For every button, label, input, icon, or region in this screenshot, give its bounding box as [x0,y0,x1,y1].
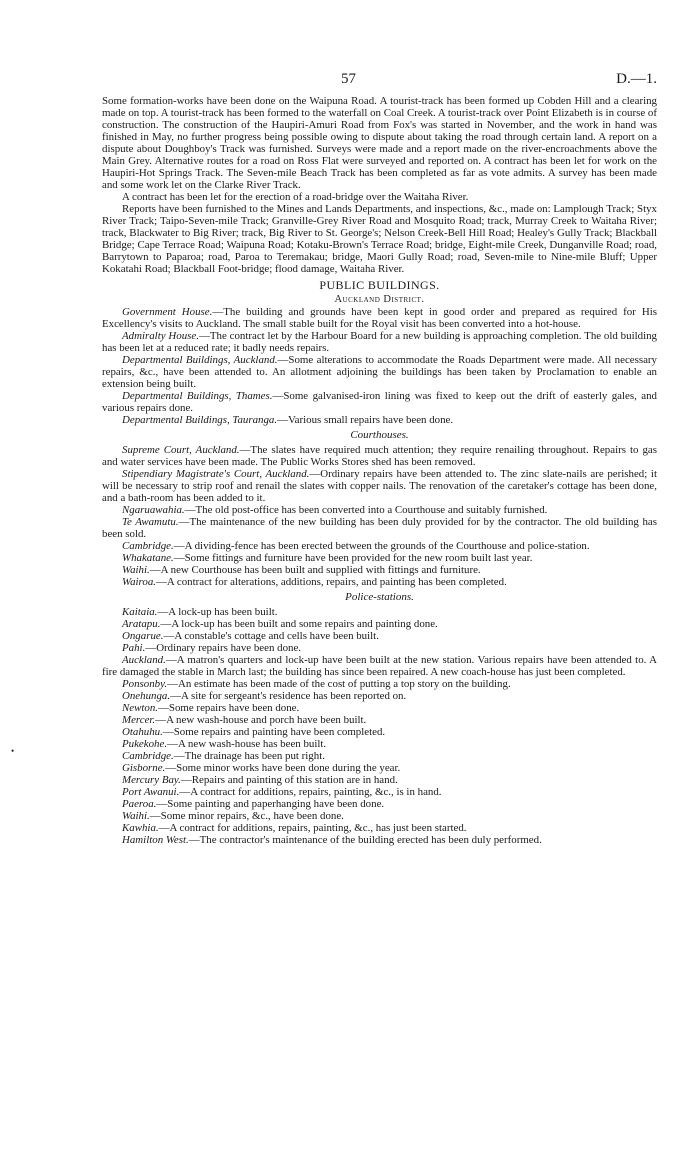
entry-text: —The drainage has been put right. [173,750,325,762]
police-station-entry [102,618,657,630]
entry-text: —A matron's quarters and lock-up have been built at the new station. Various repairs have been attended to. A fire damaged the stable in March last; the building has since been repaired. A new coach-house has just been completed. [102,654,657,678]
entry-text: —Some minor repairs, &c., have been done. [149,810,344,822]
entry-heading: Otahuhu. [122,726,163,738]
entry-heading: Aratapu. [122,618,161,630]
courthouse-entry [102,552,657,564]
entry-heading: Supreme Court, Auckland. [122,444,240,456]
police-station-entry [102,630,657,642]
entry-heading: Auckland. [122,654,166,666]
police-station-entry [102,762,657,774]
page-header [102,0,657,95]
entry-text: —The contract let by the Harbour Board for a new building is approaching completion. The old building has been let at a reduced rate; it badly needs repairs. [102,330,657,354]
district-title: Auckland District. [334,294,425,305]
entry-heading: Gisborne. [122,762,166,774]
entry-text: —A contract for additions, repairs, painting, &c., has just been started. [158,822,467,834]
police-station-entry [102,726,657,738]
entry-heading: Admiralty House. [122,330,199,342]
entry-text: —The old post-office has been converted into a Courthouse and suitably furnished. [184,504,548,516]
page-number: 57 [341,71,356,87]
entry-heading: Kawhia. [122,822,159,834]
entry-heading: Ongarue. [122,630,164,642]
police-station-entry [102,702,657,714]
margin-mark: • [11,746,15,756]
paragraph-waitaha-bridge: A contract has been let for the erection of a road-bridge over the Waitaha River. [122,191,469,203]
entry-text: —A new Courthouse has been built and supplied with fittings and furniture. [149,564,481,576]
entry-heading: Cambridge. [122,540,174,552]
courthouse-entry [102,504,657,516]
police-stations-list [102,606,657,846]
entry-text: —Some repairs have been done. [158,702,300,714]
entry-text: —A contract for additions, repairs, painting, &c., is in hand. [179,786,442,798]
entry-heading: Pukekohe. [122,738,168,750]
police-station-entry [102,786,657,798]
police-station-entry [102,642,657,654]
entry-heading: Ponsonby. [122,678,168,690]
paragraph-formation-works: Some formation-works have been done on the Waipuna Road. A tourist-track has been formed up Cobden Hill and a clearing made on top. A tourist-track has been formed to the waterfall on Coal Creek. A tourist-track over Point Elizabeth is in course of construction. The construction of the Haupiri-Amuri Road from Fox's was started in November, and the work in hand was finished in May, no further progress being possible owing to dispute about taking the road through certain land. A report on a dispute about Doughboy's Track was furnished. Surveys were made and a report made on the river-encroachments above the Main Grey. Alternative routes for a road on Ross Flat were surveyed and reported on. A contract has been let for work on the Haupiri-Hot Springs Track. The Seven-mile Beach Track has been completed as far as vote admits. A survey has been made and some work let on the Clarke River Track. [102,95,657,191]
entry-heading: Wairoa. [122,576,156,588]
courthouse-entry [102,564,657,576]
courthouses-heading: Courthouses. [350,429,409,441]
entry-text: —Some alterations to accommodate the Roads Department were made. All necessary repairs, &c., have been attended to. An allotment adjoining the buildings has been taken by Proclamation to enable an extension being built. [102,354,657,390]
entry-government-house [102,306,657,330]
courthouse-entry [102,444,657,468]
entry-heading: Ngaruawahia. [122,504,185,516]
police-station-entry [102,774,657,786]
courthouse-entry [102,540,657,552]
courthouse-entry [102,468,657,504]
entry-text: —The slates have required much attention; they require renailing throughout. Repairs to gas and water services have been made. The Public Works Stores shed has been removed. [102,444,657,468]
entry-heading: Whakatane. [122,552,174,564]
entry-text: —Various small repairs have been done. [277,414,454,426]
courthouses-list [102,444,657,588]
entry-admiralty-house [102,330,657,354]
police-stations-heading: Police-stations. [345,591,414,603]
entry-text: —Some fittings and furniture have been provided for the new room built last year. [173,552,533,564]
entry-heading: Waihi. [122,810,150,822]
entry-text: —Ordinary repairs have been done. [145,642,302,654]
entry-heading: Departmental Buildings, Tauranga. [122,414,278,426]
entry-text: —A constable's cottage and cells have been built. [163,630,379,642]
entry-text: —A contract for alterations, additions, repairs, and painting has been completed. [156,576,507,588]
police-station-entry [102,690,657,702]
entry-departmental-tauranga [102,414,657,426]
entry-heading: Newton. [122,702,159,714]
entry-heading: Stipendiary Magistrate's Court, Auckland. [122,468,310,480]
courthouse-entry [102,576,657,588]
entry-text: —The contractor's maintenance of the building erected has been duly performed. [188,834,542,846]
entry-text: —A lock-up has been built. [157,606,278,618]
entry-departmental-thames [102,390,657,414]
police-station-entry [102,798,657,810]
police-station-entry [102,810,657,822]
entry-text: —The maintenance of the new building has been duly provided for by the contractor. The old building has been sold. [102,516,657,540]
entry-heading: Port Awanui. [122,786,180,798]
police-station-entry [102,738,657,750]
section-title: PUBLIC BUILDINGS. [319,278,440,292]
entry-text: —An estimate has been made of the cost of putting a top story on the building. [167,678,511,690]
entry-heading: Departmental Buildings, Thames. [122,390,273,402]
police-station-entry [102,822,657,834]
entry-text: —A lock-up has been built and some repairs and painting done. [160,618,438,630]
entry-heading: Government House. [122,306,213,318]
entry-text: —A new wash-house has been built. [167,738,327,750]
entry-heading: Departmental Buildings, Auckland. [122,354,278,366]
entry-heading: Kaitaia. [122,606,158,618]
entry-text: —Ordinary repairs have been attended to. The zinc slate-nails are perished; it will be necessary to strip roof and renail the slates with copper nails. The renovation of the caretaker's cottage has been done, and a bath-room has been added to it. [102,468,657,504]
entry-text: —Some minor works have been done during the year. [165,762,401,774]
entry-text: —The building and grounds have been kept in good order and prepared as required for His Excellency's visits to Auckland. The small stable built for the Royal visit has been converted into a hot-house. [102,306,657,330]
entry-departmental-auckland [102,354,657,390]
entry-heading: Mercer. [122,714,156,726]
entry-heading: Mercury Bay. [122,774,181,786]
entry-text: —Some galvanised-iron lining was fixed to keep out the drift of easterly gales, and various repairs done. [102,390,657,414]
entry-heading: Waihi. [122,564,150,576]
police-station-entry [102,678,657,690]
police-station-entry [102,750,657,762]
entry-text: —Some painting and paperhanging have been done. [156,798,385,810]
police-station-entry [102,606,657,618]
entry-text: —A dividing-fence has been erected between the grounds of the Courthouse and police-station. [173,540,590,552]
entry-text: —A site for sergeant's residence has been reported on. [170,690,407,702]
entry-heading: Pahi. [122,642,146,654]
entry-heading: Hamilton West. [122,834,189,846]
police-station-entry [102,654,657,678]
entry-text: —Some repairs and painting have been completed. [162,726,386,738]
entry-heading: Te Awamutu. [122,516,179,528]
document-reference: D.—1. [616,71,657,87]
entry-heading: Cambridge. [122,750,174,762]
entry-text: —A new wash-house and porch have been built. [155,714,367,726]
document-page [102,0,657,846]
entry-heading: Onehunga. [122,690,171,702]
police-station-entry [102,714,657,726]
police-station-entry [102,834,657,846]
entry-heading: Paeroa. [122,798,157,810]
paragraph-reports: Reports have been furnished to the Mines and Lands Departments, and inspections, &c., made on: Lamplough Track; Styx River Track; Taipo-Seven-mile Track; Granville-Grey River Road and Mosquito Road; track, Murray Creek to Waitaha River; track, Blackwater to Big River; track, Big River to St. George's; Nelson Creek-Bell Hill Road; Healey's Gully Track; Blackball Bridge; Cape Terrace Road; Waipuna Road; Kotaku-Brown's Terrace Road; bridge, Eight-mile Creek, Dunganville Road; road, Barrytown to Paparoa; road, Paroa to Teremakau; bridge, Maori Gully Road; road, Seven-mile to Nine-mile Bluff; Upper Kokatahi Road; Blackball Foot-bridge; flood damage, Waitaha River. [102,203,657,275]
entry-text: —Repairs and painting of this station are in hand. [180,774,398,786]
courthouse-entry [102,516,657,540]
